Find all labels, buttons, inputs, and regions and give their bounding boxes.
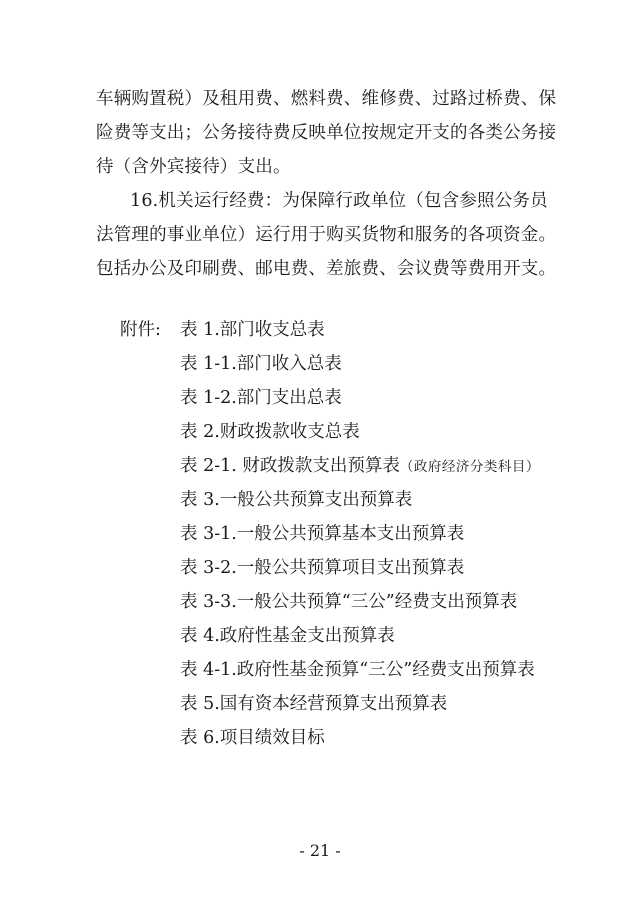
paragraph-line: 车辆购置税）及租用费、燃料费、维修费、过路过桥费、保 [96,89,557,109]
page-number: - 21 - [299,841,341,860]
paragraph-line: 包括办公及印刷费、邮电费、差旅费、会议费等费用开支。 [96,259,557,279]
attachment-item: 表 1-1.部门收入总表 [180,354,342,374]
attachment-item: 表 4-1.政府性基金预算“三公”经费支出预算表 [180,660,535,680]
paragraph-line: 16.机关运行经费：为保障行政单位（包含参照公务员 [130,191,548,211]
attachment-item [180,455,540,478]
attachment-item-title: 表 2-1. 财政拨款支出预算表 [180,456,400,476]
attachment-item: 表 3-2.一般公共预算项目支出预算表 [180,558,465,578]
attachment-item: 表 4.政府性基金支出预算表 [180,626,395,646]
attachment-item: 表 3.一般公共预算支出预算表 [180,490,413,510]
paragraph-line: 险费等支出；公务接待费反映单位按规定开支的各类公务接 [96,123,557,143]
attachment-item: 表 6.项目绩效目标 [180,728,325,748]
attachment-item: 表 2.财政拨款收支总表 [180,422,360,442]
attachment-item: 表 1.部门收支总表 [180,320,325,340]
attachments-label: 附件: [120,320,161,340]
attachment-item: 表 5.国有资本经营预算支出预算表 [180,694,448,714]
paragraph-line: 法管理的事业单位）运行用于购买货物和服务的各项资金。 [96,225,557,245]
paragraph-line: 待（含外宾接待）支出。 [96,157,291,177]
attachment-item: 表 3-1.一般公共预算基本支出预算表 [180,524,465,544]
attachment-item: 表 1-2.部门支出总表 [180,388,342,408]
attachment-item-note: （政府经济分类科目） [399,459,540,475]
attachment-item: 表 3-3.一般公共预算“三公”经费支出预算表 [180,592,518,612]
